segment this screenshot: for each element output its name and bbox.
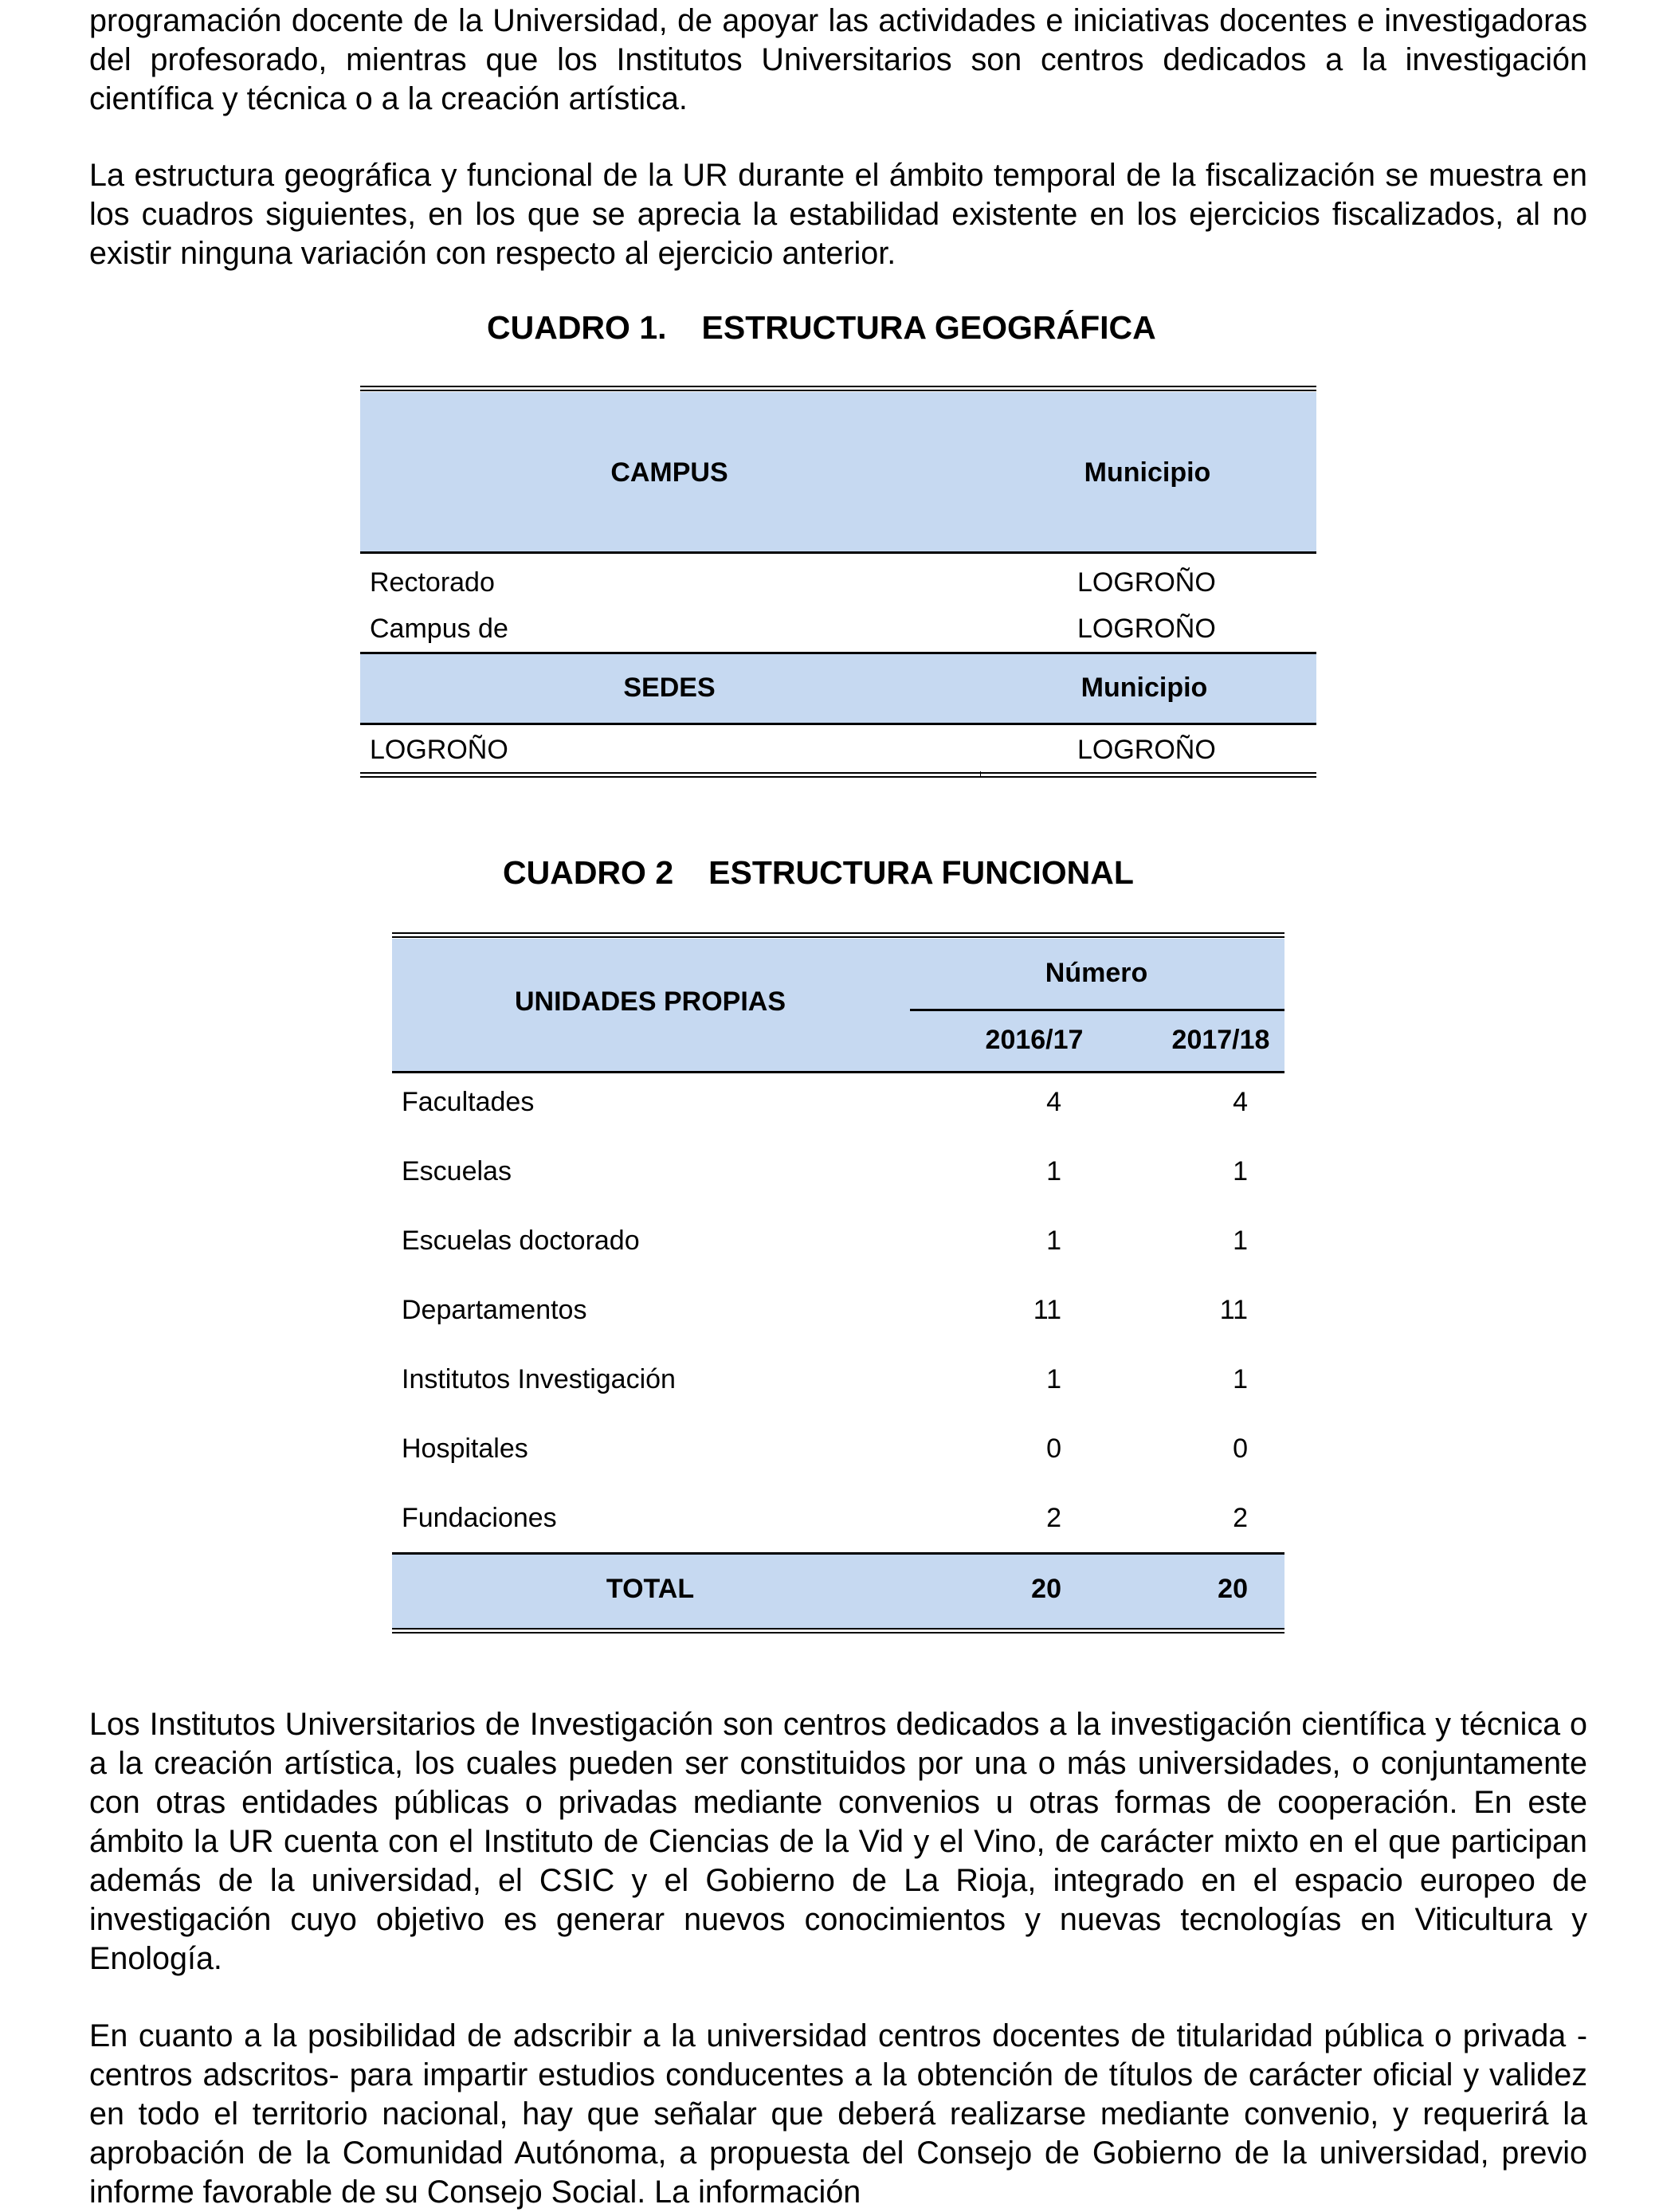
unit-label: Hospitales	[402, 1433, 528, 1464]
unit-label: Escuelas doctorado	[402, 1226, 640, 1256]
campus-name: Campus de	[370, 614, 508, 644]
value-2016-17: 4	[1046, 1087, 1061, 1117]
value-2017-18: 1	[1233, 1226, 1248, 1256]
value-2017-18: 4	[1233, 1087, 1248, 1117]
cuadro1-caption	[487, 309, 1156, 347]
campus-municipio: LOGROÑO	[1077, 614, 1216, 644]
header-rule	[392, 1071, 1284, 1073]
value-2017-18: 0	[1233, 1433, 1248, 1464]
header-rule	[360, 551, 1316, 554]
sedes-header-rule	[360, 723, 1316, 725]
header-municipio-sedes: Municipio	[1081, 673, 1208, 703]
value-2016-17: 2	[1046, 1503, 1061, 1533]
header-unidades-propias: UNIDADES PROPIAS	[514, 986, 786, 1017]
header-campus: CAMPUS	[610, 457, 728, 488]
table-bottom-rule	[360, 772, 1316, 778]
value-2017-18: 2	[1233, 1503, 1248, 1533]
sede-municipio: LOGROÑO	[1077, 735, 1216, 765]
cuadro1-caption-number: CUADRO 1.	[487, 309, 667, 346]
table-top-rule	[392, 932, 1284, 938]
cuadro2-caption-title: ESTRUCTURA FUNCIONAL	[708, 854, 1134, 891]
header-sedes: SEDES	[623, 673, 716, 703]
value-2016-17: 1	[1046, 1156, 1061, 1186]
header-year-2016-17: 2016/17	[985, 1025, 1084, 1055]
cuadro1-caption-title: ESTRUCTURA GEOGRÁFICA	[701, 309, 1156, 346]
value-2016-17: 1	[1046, 1226, 1061, 1256]
unit-label: Fundaciones	[402, 1503, 557, 1533]
value-2017-18: 11	[1219, 1295, 1248, 1325]
unit-label: Departamentos	[402, 1295, 587, 1325]
header-numero: Número	[1045, 958, 1148, 988]
value-2017-18: 1	[1233, 1156, 1248, 1186]
value-2016-17: 11	[1033, 1295, 1061, 1325]
paragraph-attached-centers: En cuanto a la posibilidad de adscribir a la universidad centros docentes de titularidad pública o privada -centros adscritos- para impartir estudios conducentes a la obtención de títulos de carácter oficial y validez en todo el territorio nacional, hay que señalar que deberá realizarse mediante convenio, y requerirá la aprobación de la Comunidad Autónoma, a propuesta del Consejo de Gobierno de la universidad, previo informe favorable de su Consejo Social. La información	[89, 2018, 1587, 2210]
numero-rule	[910, 1009, 1284, 1011]
table-top-rule	[360, 386, 1316, 391]
paragraph-structure: La estructura geográfica y funcional de la UR durante el ámbito temporal de la fiscalización se muestra en los cuadros siguientes, en los que se aprecia la estabilidad existente en los ejercicios fiscalizados, al no existir ninguna variación con respecto al ejercicio anterior.	[89, 158, 1587, 271]
campus-municipio: LOGROÑO	[1077, 567, 1216, 598]
header-year-2017-18: 2017/18	[1171, 1025, 1270, 1055]
value-2016-17: 0	[1046, 1433, 1061, 1464]
paragraph-intro: programación docente de la Universidad, de apoyar las actividades e iniciativas docentes e investigadoras del profesorado, mientras que los Institutos Universitarios son centros dedicados a la investigación científica y técnica o a la creación artística.	[89, 3, 1587, 116]
unit-label: Escuelas	[402, 1156, 512, 1186]
paragraph-institutes: Los Institutos Universitarios de Investigación son centros dedicados a la investigación científica y técnica o a la creación artística, los cuales pueden ser constituidos por una o más universidades, o conjuntamente con otras entidades públicas o privadas mediante convenios u otras formas de cooperación. En este ámbito la UR cuenta con el Instituto de Ciencias de la Vid y el Vino, de carácter mixto en el que participan además de la universidad, el CSIC y el Gobierno de La Rioja, integrado en el espacio europeo de investigación cuyo objetivo es generar nuevos conocimientos y nuevas tecnologías en Viticultura y Enología.	[89, 1707, 1587, 1976]
table-geographic-structure	[360, 386, 1316, 778]
value-2017-18: 1	[1233, 1364, 1248, 1394]
campus-name: Rectorado	[370, 567, 495, 598]
cuadro2-caption	[503, 854, 1134, 892]
unit-label: Facultades	[402, 1087, 535, 1117]
table-functional-structure	[392, 932, 1284, 1638]
sede-name: LOGROÑO	[370, 735, 508, 765]
cuadro2-caption-number: CUADRO 2	[503, 854, 674, 891]
unit-label: Institutos Investigación	[402, 1364, 676, 1394]
value-2016-17: 1	[1046, 1364, 1061, 1394]
total-label: TOTAL	[606, 1574, 695, 1604]
table-bottom-rule	[392, 1628, 1284, 1634]
total-2016-17: 20	[1031, 1574, 1061, 1604]
header-municipio: Municipio	[1084, 457, 1211, 488]
total-2017-18: 20	[1218, 1574, 1248, 1604]
